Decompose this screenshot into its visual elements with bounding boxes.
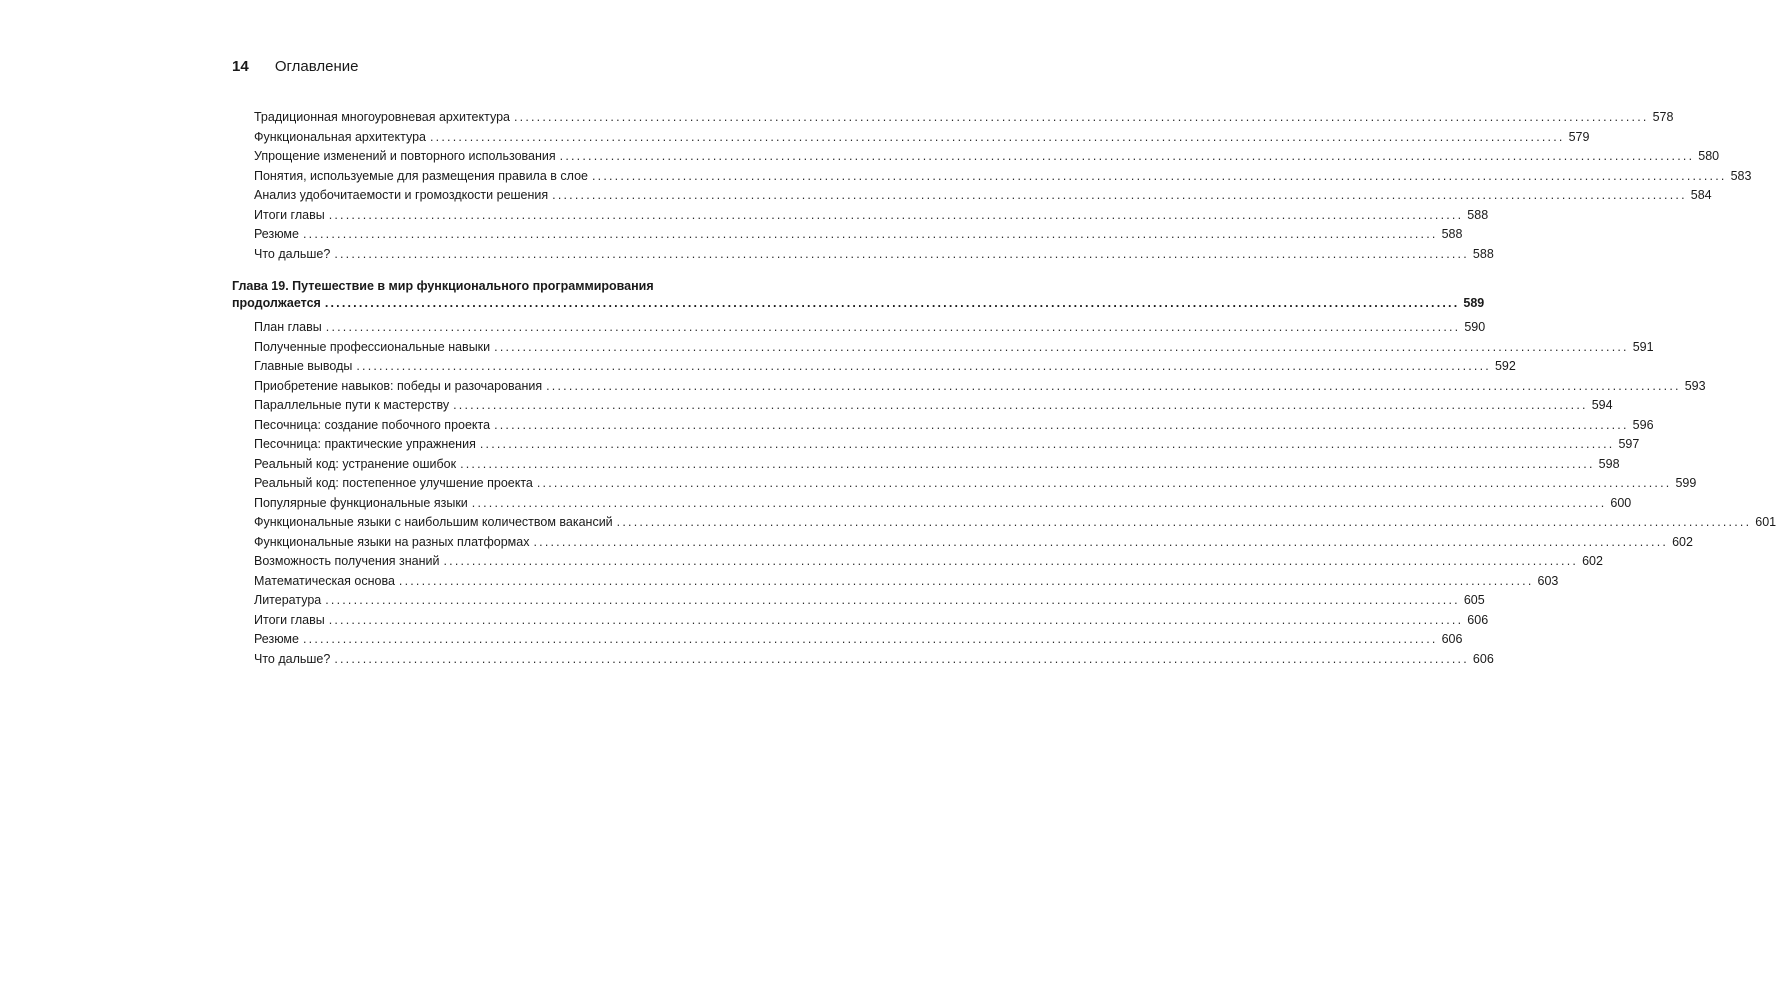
toc-entry (232, 245, 1494, 265)
leader-dots: ........................................................................................................................................................................................................ (471, 495, 1607, 510)
toc-entry (232, 416, 1654, 436)
toc-entry (232, 167, 1752, 187)
toc-entry (232, 630, 1463, 650)
toc-entry (232, 435, 1640, 455)
toc-entry-page: 599 (1675, 476, 1697, 490)
leader-dots: ........................................................................................................................................................................................................ (513, 110, 1649, 124)
toc-section-chapter-19 (232, 318, 1776, 669)
toc-entry-title: Что дальше? (254, 246, 331, 261)
toc-entry-title: Параллельные пути к мастерству (254, 398, 450, 412)
toc-section-previous-chapter (232, 108, 1752, 264)
toc-entry-title: Функциональная архитектура (254, 129, 426, 144)
leader-dots: ........................................................................................................................................................................................................ (559, 149, 1695, 163)
toc-entry-title: Итоги главы (254, 612, 325, 627)
toc-entry-title: Возможность получения знаний (254, 554, 440, 568)
toc-entry-page: 597 (1618, 437, 1640, 451)
toc-entry-page: 603 (1537, 573, 1559, 588)
toc-entry-page: 602 (1672, 534, 1693, 549)
toc-entry-title: Реальный код: постепенное улучшение проекта (254, 476, 533, 490)
leader-dots: ........................................................................................................................................................................................................ (533, 534, 1669, 549)
chapter-title-line2-row (232, 295, 1485, 312)
leader-dots: ........................................................................................................................................................................................................ (494, 417, 1629, 432)
toc-entry-title: Упрощение изменений и повторного использования (254, 149, 556, 163)
leader-dots: ........................................................................................................................................................................................................ (325, 593, 1460, 607)
toc-entry-title: Функциональные языки с наибольшим количеством вакансий (254, 515, 613, 529)
toc-entry-page: 600 (1610, 495, 1632, 510)
toc-entry (232, 591, 1485, 611)
toc-entry-title: Что дальше? (254, 651, 331, 666)
leader-dots: ........................................................................................................................................................................................................ (328, 612, 1464, 627)
toc-entry-page: 605 (1463, 593, 1485, 607)
toc-entry-page: 588 (1472, 246, 1494, 261)
toc-entry (232, 396, 1613, 416)
toc-entry (232, 128, 1590, 148)
toc-entry-page: 598 (1598, 456, 1620, 471)
table-of-contents (232, 108, 1776, 669)
toc-entry (232, 572, 1559, 592)
leader-dots: ........................................................................................................................................................................................................ (591, 168, 1727, 183)
toc-entry (232, 377, 1706, 397)
toc-entry-page: 594 (1591, 398, 1613, 412)
toc-entry-page: 578 (1652, 110, 1674, 124)
chapter-heading (232, 278, 1485, 312)
chapter-title-line2: продолжается (232, 296, 321, 310)
toc-entry-title: Литература (254, 593, 322, 607)
toc-entry-page: 596 (1632, 417, 1654, 432)
toc-entry-title: Итоги главы (254, 207, 325, 222)
toc-entry (232, 318, 1486, 338)
toc-entry (232, 357, 1516, 377)
leader-dots: ........................................................................................................................................................................................................ (453, 398, 1588, 412)
toc-entry (232, 338, 1654, 358)
toc-entry-title: Реальный код: устранение ошибок (254, 456, 457, 471)
chapter-title-line1: Глава 19. Путешествие в мир функционального программирования (232, 279, 654, 293)
toc-entry-title: Понятия, используемые для размещения правила в слое (254, 168, 588, 183)
toc-entry-title: Главные выводы (254, 359, 353, 373)
toc-entry-title: План главы (254, 320, 322, 334)
toc-entry-page: 590 (1464, 320, 1486, 334)
chapter-page-number: 589 (1463, 296, 1485, 310)
leader-dots: ........................................................................................................................................................................................................ (536, 476, 1672, 490)
toc-entry-page: 593 (1684, 378, 1706, 393)
leader-dots: ........................................................................................................................................................................................................ (616, 515, 1752, 529)
toc-entry (232, 186, 1712, 206)
toc-entry-page: 606 (1467, 612, 1489, 627)
toc-entry (232, 533, 1693, 553)
leader-dots: ........................................................................................................................................................................................................ (302, 632, 1438, 646)
leader-dots: ........................................................................................................................................................................................................ (552, 188, 1687, 202)
running-head (232, 57, 359, 77)
toc-entry (232, 552, 1603, 572)
toc-entry-title: Популярные функциональные языки (254, 495, 468, 510)
leader-dots: ........................................................................................................................................................................................................ (324, 296, 1460, 310)
leader-dots: ........................................................................................................................................................................................................ (479, 437, 1615, 451)
toc-entry-page: 606 (1441, 632, 1463, 646)
toc-entry-page: 601 (1755, 515, 1776, 529)
leader-dots: ........................................................................................................................................................................................................ (302, 227, 1438, 241)
toc-entry-title: Песочница: создание побочного проекта (254, 417, 491, 432)
toc-entry-page: 606 (1472, 651, 1494, 666)
toc-entry-page: 579 (1568, 129, 1590, 144)
page-number: 14 (232, 58, 249, 75)
toc-entry-title: Математическая основа (254, 573, 395, 588)
toc-entry-page: 602 (1582, 554, 1603, 568)
toc-entry-title: Резюме (254, 632, 299, 646)
leader-dots: ........................................................................................................................................................................................................ (546, 378, 1681, 393)
toc-entry-page: 584 (1690, 188, 1712, 202)
toc-entry-page: 592 (1494, 359, 1516, 373)
toc-entry (232, 225, 1463, 245)
toc-entry (232, 147, 1720, 167)
leader-dots: ........................................................................................................................................................................................................ (356, 359, 1491, 373)
toc-entry-title: Приобретение навыков: победы и разочарования (254, 378, 543, 393)
toc-entry (232, 206, 1489, 226)
toc-entry-title: Анализ удобочитаемости и громоздкости решения (254, 188, 549, 202)
leader-dots: ........................................................................................................................................................................................................ (430, 129, 1565, 144)
leader-dots: ........................................................................................................................................................................................................ (325, 320, 1461, 334)
toc-entry (232, 108, 1674, 128)
leader-dots: ........................................................................................................................................................................................................ (334, 651, 1469, 666)
toc-entry-page: 588 (1467, 207, 1489, 222)
leader-dots: ........................................................................................................................................................................................................ (460, 456, 1595, 471)
toc-entry (232, 455, 1620, 475)
toc-entry (232, 474, 1697, 494)
section-title: Оглавление (274, 58, 359, 75)
leader-dots: ........................................................................................................................................................................................................ (398, 573, 1534, 588)
toc-entry-title: Функциональные языки на разных платформах (254, 534, 530, 549)
toc-entry-page: 583 (1730, 168, 1752, 183)
toc-entry-page: 588 (1441, 227, 1463, 241)
toc-entry-title: Традиционная многоуровневая архитектура (254, 110, 510, 124)
leader-dots: ........................................................................................................................................................................................................ (334, 246, 1469, 261)
toc-entry (232, 650, 1494, 670)
toc-entry-title: Песочница: практические упражнения (254, 437, 476, 451)
toc-entry-page: 591 (1632, 339, 1654, 354)
toc-entry (232, 611, 1489, 631)
toc-entry-title: Резюме (254, 227, 299, 241)
leader-dots: ........................................................................................................................................................................................................ (443, 554, 1579, 568)
leader-dots: ........................................................................................................................................................................................................ (328, 207, 1464, 222)
leader-dots: ........................................................................................................................................................................................................ (494, 339, 1629, 354)
toc-entry-page: 580 (1698, 149, 1720, 163)
toc-entry-title: Полученные профессиональные навыки (254, 339, 491, 354)
toc-entry (232, 494, 1632, 514)
toc-entry (232, 513, 1776, 533)
